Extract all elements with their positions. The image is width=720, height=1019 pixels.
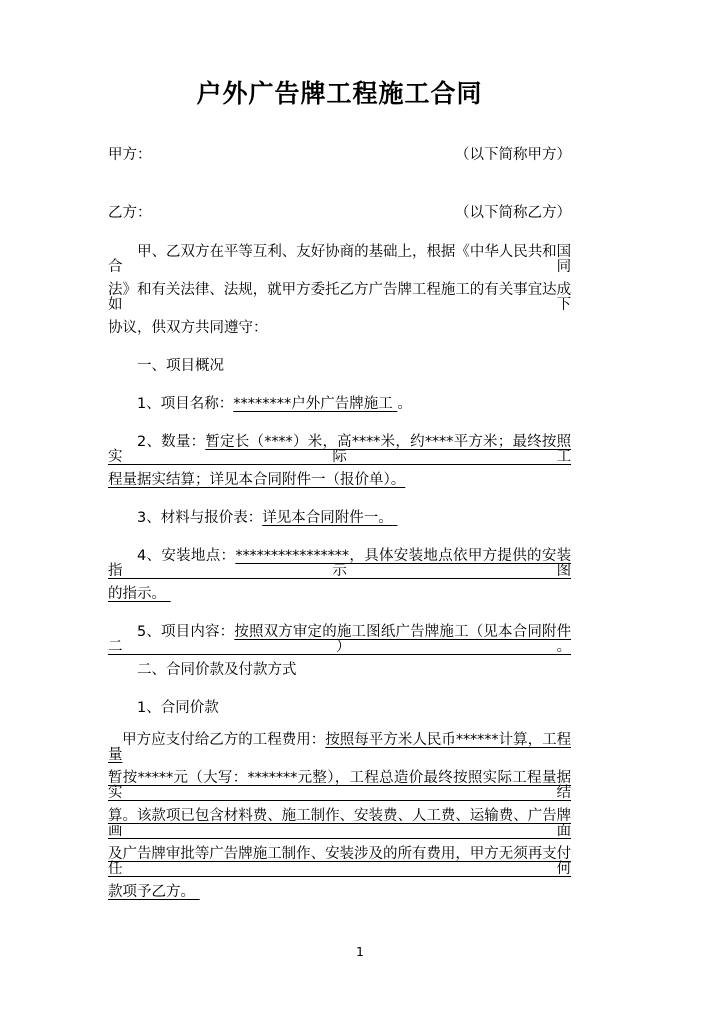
item-4-value-line-1: ****************，具体安装地点依甲方提供的安装指示图: [108, 548, 571, 579]
contract-price-line-4: 及广告牌审批等广告牌施工制作、安装涉及的所有费用，甲方无须再支付任何: [108, 846, 571, 877]
contract-price-lead: 甲方应支付给乙方的工程费用：: [122, 732, 326, 748]
page-number: 1: [356, 944, 364, 959]
section-two-item-1-line-5: [108, 885, 571, 900]
party-b-note: （以下简称乙方）: [455, 205, 571, 221]
item-4-label: 4、安装地点：: [137, 548, 236, 564]
section-two-heading-text: 二、合同价款及付款方式: [137, 662, 297, 678]
contract-price-line-1: 按照每平方米人民币******计算，工程量: [108, 732, 571, 763]
item-3-value: 详见本合同附件一。: [262, 510, 393, 526]
item-2-value-line-1: 暂定长（****）米，高****米，约****平方米；最终按照实际工: [108, 434, 571, 465]
preamble-line-1-text: 甲、乙双方在平等互利、友好协商的基础上，根据《中华人民共和国合同: [108, 244, 571, 275]
section-one-heading: [108, 359, 571, 374]
party-b-row: [108, 206, 571, 221]
item-1-value: ********户外广告牌施工: [233, 396, 393, 412]
item-2-value-line-2: 程量据实结算；详见本合同附件一（报价单）。: [108, 472, 406, 488]
section-one-heading-text: 一、项目概况: [137, 358, 224, 374]
item-5-label: 5、项目内容：: [137, 624, 235, 640]
section-one-item-3: [108, 511, 571, 526]
preamble-line-2-text: 法》和有关法律、法规，就甲方委托乙方广告牌工程施工的有关事宜达成如下: [108, 282, 571, 313]
section-two-heading: [108, 663, 571, 678]
contract-price-line-3: 算。该款项已包含材料费、施工制作、安装费、人工费、运输费、广告牌画面: [108, 808, 571, 839]
preamble-line-3-text: 协议，供双方共同遵守：: [108, 320, 268, 336]
contract-price-line-2: 暂按*****元（大写：*******元整），工程总造价最终按照实际工程量据实结: [108, 770, 571, 801]
section-one-item-4-line-2: [108, 587, 571, 602]
party-a-note: （以下简称甲方）: [455, 147, 571, 163]
section-one-item-4-line-1: [108, 549, 571, 593]
item-4-value-line-2: 的指示。: [108, 586, 166, 602]
contract-price-label: 1、合同价款: [137, 700, 219, 716]
item-1-label: 1、项目名称：: [137, 396, 234, 412]
section-one-item-1: [108, 397, 571, 412]
page-title: 户外广告牌工程施工合同: [196, 79, 483, 108]
item-1-tail: 。: [397, 396, 412, 412]
item-2-label: 2、数量：: [137, 434, 206, 450]
party-a-row: [108, 148, 571, 163]
section-one-item-2-line-2: [108, 473, 571, 488]
item-3-label: 3、材料与报价表：: [137, 510, 263, 526]
contract-price-line-5: 款项予乙方。: [108, 884, 195, 900]
section-two-item-1-label: [108, 701, 571, 716]
party-b-label: 乙方：: [108, 205, 152, 221]
party-a-label: 甲方：: [108, 147, 152, 163]
item-5-value: 按照双方审定的施工图纸广告牌施工（见本合同附件二）。: [108, 624, 571, 655]
preamble-line-3: [108, 321, 571, 336]
